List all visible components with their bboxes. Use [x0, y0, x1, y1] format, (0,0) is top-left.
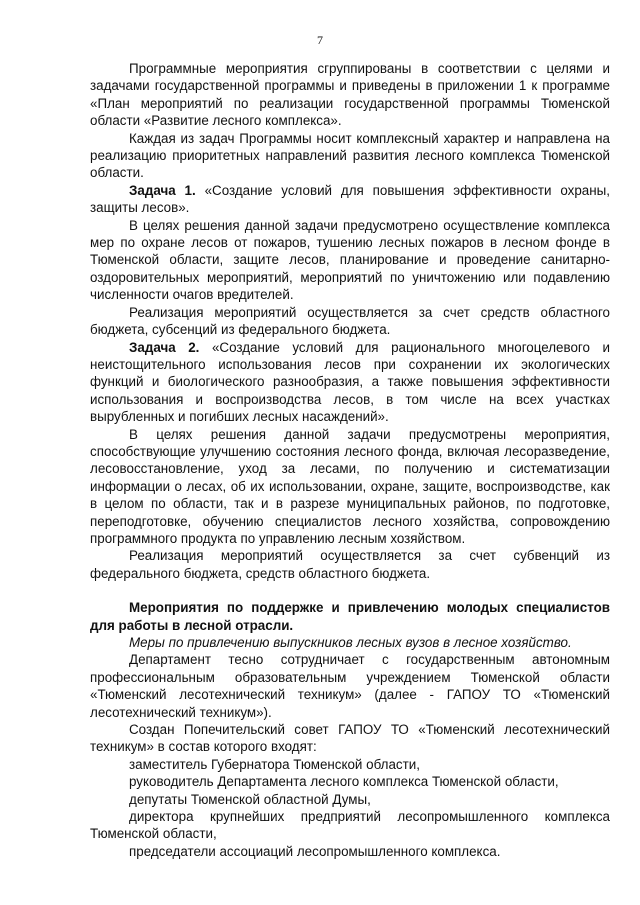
paragraph-task-1-funding: Реализация мероприятий осуществляется за счет средств областного бюджета, субсенций из федерального бюджета. [90, 304, 610, 338]
paragraph-department-cooperation: Департамент тесно сотрудничает с государственным автономным профессиональным образовательным учреждением Тюменской области «Тюменский лесотехнический техникум» (далее - ГАПОУ ТО «Тюменский лесотехнический техникум»). [90, 652, 610, 720]
task-1-label: Задача 1. [129, 182, 196, 198]
paragraph-board-created: Создан Попечительский совет ГАПОУ ТО «Тюменский лесотехнический техникум» в состав которого входят: [90, 722, 610, 755]
paragraph-task-2 [90, 339, 610, 426]
paragraph-program-measures: Программные мероприятия сгруппированы в соответствии с целями и задачами государственной программы и приведены в приложении 1 к программе «План мероприятий по реализации государственной программы Тюменской области «Развитие лесного комплекса». [90, 61, 610, 129]
task-2-text: «Создание условий для рационального многоцелевого и неистощительного использования лесов при сохранении их экологических функций и биологического разнообразия, а также повышения эффективности использования и воспроизводства лесов, в том числе на всех участках вырубленных и погибших лесных насаждений». [90, 339, 610, 425]
list-item: директора крупнейших предприятий лесопромышленного комплекса Тюменской области, [90, 809, 610, 842]
paragraph-task-1 [90, 182, 610, 217]
section-heading: Мероприятия по поддержке и привлечению молодых специалистов для работы в лесной отрасли. [90, 600, 610, 633]
list-item: председатели ассоциаций лесопромышленного комплекса. [129, 843, 501, 859]
paragraph-tasks-overview: Каждая из задач Программы носит комплексный характер и направлена на реализацию приоритетных направлений развития лесного комплекса Тюменской области. [90, 130, 610, 181]
paragraph-task-2-measures: В целях решения данной задачи предусмотрены мероприятия, способствующие улучшению состояния лесного фонда, включая лесоразведение, лесовосстановление, уход за лесами, по получению и систематизации информации о лесах, об их использовании, охране, защите, воспроизводстве, как в целом по области, так и в разрезе муниципальных районов, по подготовке, переподготовке, обучению специалистов лесного хозяйства, сопровождению программного продукта по управлению лесным хозяйством. [90, 426, 610, 546]
list-item: заместитель Губернатора Тюменской области, [129, 756, 420, 772]
section-subheading: Меры по привлечению выпускников лесных вузов в лесное хозяйство. [129, 635, 572, 650]
blank-line [90, 582, 610, 599]
page-number: 7 [317, 33, 323, 47]
paragraph-task-2-funding: Реализация мероприятий осуществляется за счет субвенций из федерального бюджета, средств областного бюджета. [90, 548, 610, 581]
list-item: депутаты Тюменской областной Думы, [129, 791, 371, 807]
document-body [90, 60, 610, 860]
task-1-text: «Создание условий для повышения эффективности охраны, защиты лесов». [90, 182, 610, 216]
task-2-label: Задача 2. [129, 339, 200, 355]
list-item: руководитель Департамента лесного комплекса Тюменской области, [129, 774, 559, 790]
paragraph-task-1-measures: В целях решения данной задачи предусмотрено осуществление комплекса мер по охране лесов от пожаров, тушению лесных пожаров в лесном фонде в Тюменской области, защите лесов, планирование и проведение санитарно-оздоровительных мероприятий, мероприятий по уничтожению или подавлению численности очагов вредителей. [90, 217, 610, 303]
